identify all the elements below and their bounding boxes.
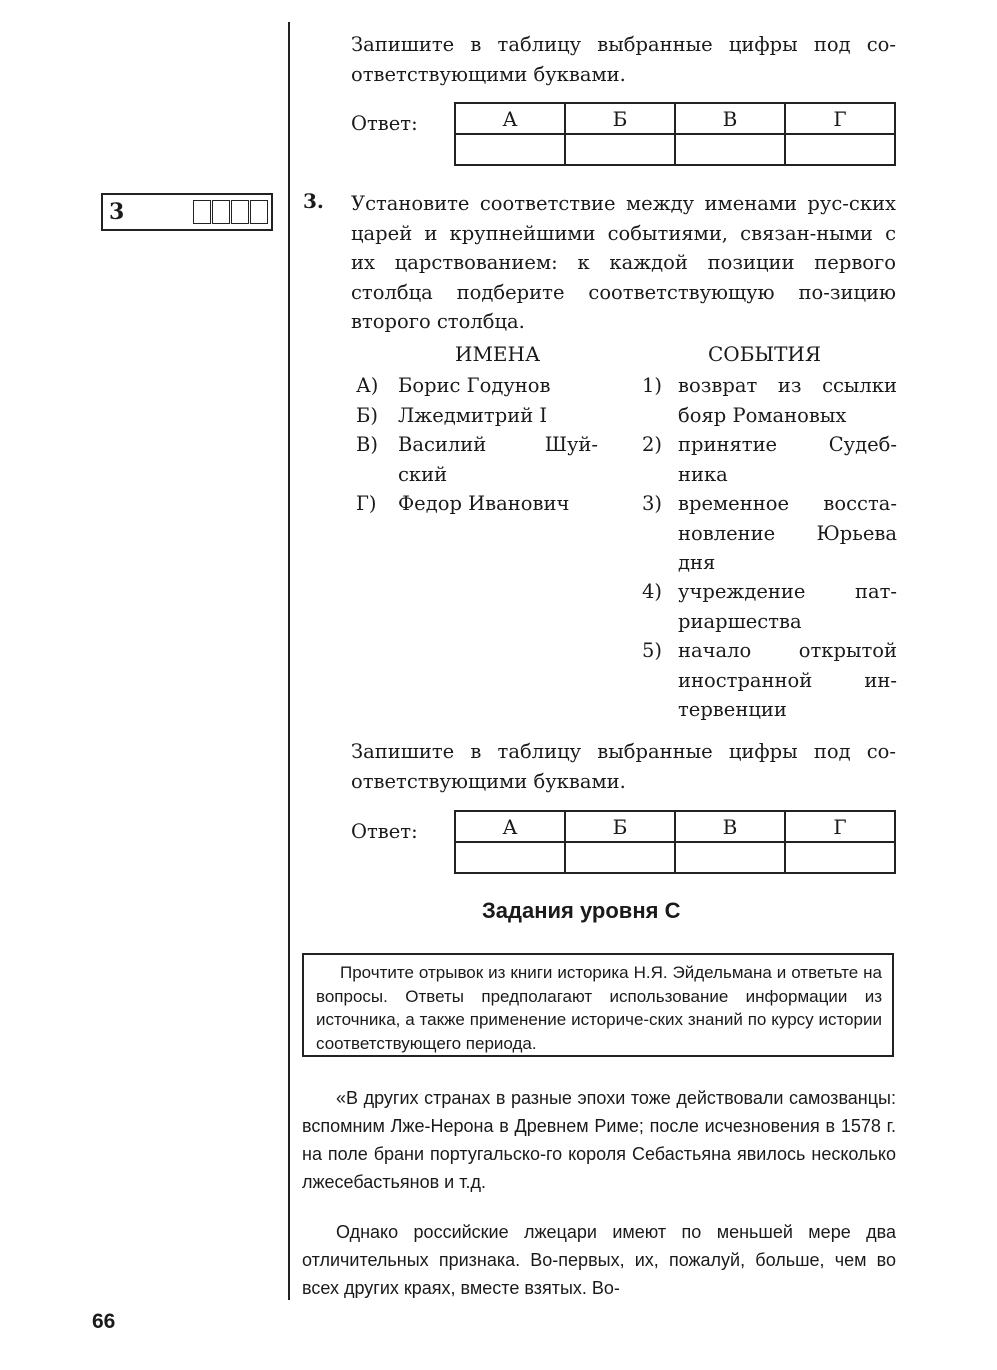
prev-answer-cell-g[interactable]	[785, 134, 895, 165]
answer-header-a: А	[455, 811, 565, 842]
event-item-text: учреждение пат- риаршества	[678, 580, 897, 633]
margin-answer-cell[interactable]	[212, 200, 230, 224]
event-item	[642, 430, 897, 490]
name-item	[356, 430, 601, 490]
prev-answer-label: Ответ:	[351, 112, 418, 135]
quote-paragraph-text: Однако российские лжецари имеют по меньшей мере два отличительных признака. Во-первых, их, пожалуй, больше, чем во всех других краях, вместе взятых. Во-	[302, 1222, 896, 1298]
notice-text: Прочтите отрывок из книги историка Н.Я. Эйдельмана и ответьте на вопросы. Ответы предполагают использование информации из источника, а также применение историче-ских знаний по курсу истории соответствующего периода.	[316, 963, 882, 1053]
answer-label: Ответ:	[351, 820, 418, 843]
prev-answer-header-b: Б	[565, 103, 675, 134]
page-number: 66	[92, 1310, 116, 1333]
quote-paragraph	[302, 1084, 896, 1196]
answer-header-v: В	[675, 811, 785, 842]
margin-answer-cells	[192, 200, 268, 224]
margin-answer-cell[interactable]	[231, 200, 249, 224]
quote-paragraph-text: «В других странах в разные эпохи тоже действовали самозванцы: вспомним Лже-Нерона в Древнем Риме; после исчезновения в 1578 г. на поле брани португальско-го короля Себастьяна явилось несколько лжесебастьянов и т.д.	[302, 1088, 896, 1192]
prev-answer-header-v: В	[675, 103, 785, 134]
answer-header-b: Б	[565, 811, 675, 842]
prev-answer-cell-b[interactable]	[565, 134, 675, 165]
instruction-notice-box	[302, 953, 894, 1057]
name-item-text: Василий Шуй- ский	[398, 433, 598, 486]
prev-answer-header-a: А	[455, 103, 565, 134]
event-item-text: временное восста- новление Юрьева дня	[678, 492, 897, 574]
event-item-label: 2)	[642, 433, 663, 456]
event-item-label: 4)	[642, 580, 663, 603]
name-item	[356, 489, 601, 519]
prev-answer-cell-a[interactable]	[455, 134, 565, 165]
task-instruction: Запишите в таблицу выбранные цифры под со-ответствующими буквами.	[351, 740, 896, 793]
name-item-text: Федор Иванович	[398, 492, 570, 515]
answer-cell-a[interactable]	[455, 842, 565, 873]
event-item	[642, 636, 897, 726]
quote-paragraph	[302, 1218, 896, 1302]
prev-instruction: Запишите в таблицу выбранные цифры под со-ответствующими буквами.	[351, 33, 896, 86]
prev-answer-cell-v[interactable]	[675, 134, 785, 165]
answer-block	[351, 810, 897, 876]
name-item-label: В)	[356, 433, 378, 456]
event-item	[642, 489, 897, 579]
answer-cell-b[interactable]	[565, 842, 675, 873]
event-item-label: 5)	[642, 639, 663, 662]
name-item-text: Лжедмитрий I	[398, 404, 548, 427]
name-item-text: Борис Годунов	[398, 374, 551, 397]
prev-answer-header-g: Г	[785, 103, 895, 134]
margin-answer-cell[interactable]	[193, 200, 211, 224]
event-item	[642, 371, 897, 431]
event-item-text: возврат из ссылки бояр Романовых	[678, 374, 897, 427]
answer-cell-v[interactable]	[675, 842, 785, 873]
event-item-label: 3)	[642, 492, 663, 515]
section-title: Задания уровня С	[482, 898, 681, 923]
name-item	[356, 371, 601, 401]
event-item	[642, 577, 897, 637]
prev-answer-block	[351, 102, 897, 168]
name-item	[356, 401, 601, 431]
margin-answer-cell[interactable]	[250, 200, 268, 224]
events-column-heading: СОБЫТИЯ	[708, 342, 822, 366]
margin-divider-line	[288, 22, 290, 1300]
task-number: 3.	[303, 189, 324, 213]
answer-table	[454, 810, 896, 874]
event-item-label: 1)	[642, 374, 663, 397]
answer-header-g: Г	[785, 811, 895, 842]
name-item-label: Г)	[356, 492, 377, 515]
event-item-text: принятие Судеб- ника	[678, 433, 897, 486]
name-item-label: А)	[356, 374, 379, 397]
names-column-heading: ИМЕНА	[455, 342, 541, 366]
name-item-label: Б)	[356, 404, 378, 427]
task-prompt: Установите соответствие между именами рус-ских царей и крупнейшими событиями, связан-ными с их царствованием: к каждой позиции первого столбца подберите соответствующую по-зицию второго столбца.	[351, 192, 896, 333]
margin-answer-box	[101, 193, 273, 231]
margin-task-number: 3	[109, 199, 125, 225]
answer-cell-g[interactable]	[785, 842, 895, 873]
event-item-text: начало открытой иностранной ин- тервенции	[678, 639, 897, 721]
prev-answer-table	[454, 102, 896, 166]
